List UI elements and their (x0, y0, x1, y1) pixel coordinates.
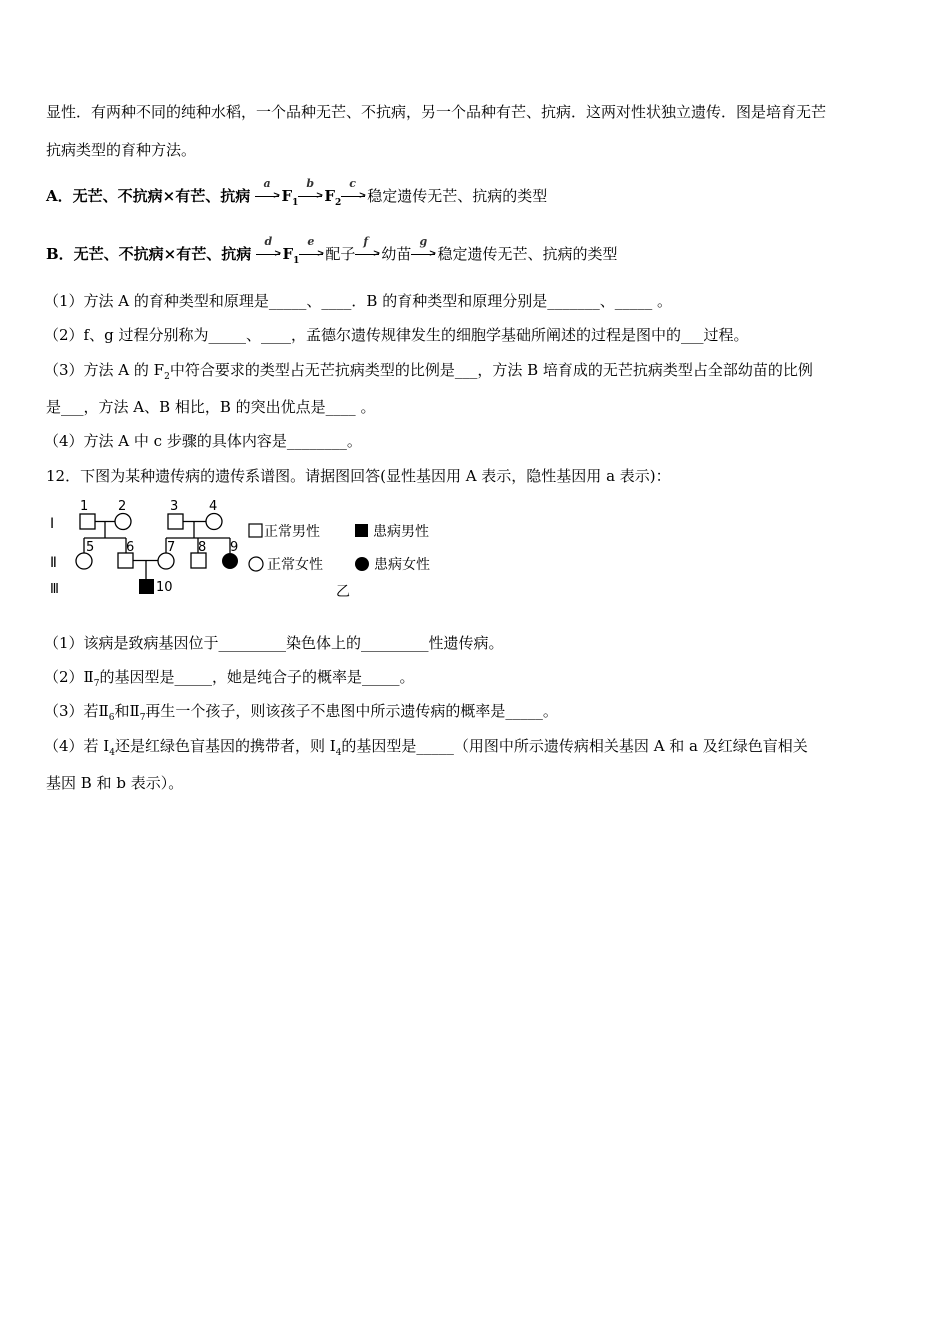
number-4: 4 (209, 499, 218, 514)
q12-sub2: $(2)Ⅱ_7$的基因型是_____，她是纯合子的概率是_____。 (44, 668, 415, 689)
q12-sub3: （3）若$Ⅱ_6$和$Ⅱ_7$再生一个孩子，则该孩子不患图中所示遗传病的概率是_____。 (44, 702, 558, 723)
individual-10 (139, 579, 154, 594)
question-intro-line2: 抗病类型的育种方法。 (46, 141, 197, 159)
number-3: 3 (170, 499, 179, 514)
q12-sub4: （4）若 $I_4$还是红绿色盲基因的携带者，则 $I_4$的基因型是_____（用图中所示遗传病相关基因 A 和 a 及红绿色盲相关 (44, 737, 808, 758)
legend-affected-female-label: 患病女性 (374, 557, 430, 573)
legend-normal-female-label: 正常女性 (267, 557, 323, 573)
number-9: 9 (230, 540, 239, 555)
q11-sub1: （1）方法 A 的育种类型和原理是_____、____．B 的育种类型和原理分别是_______、_____ 。 (44, 292, 672, 310)
method-a-line (46, 177, 548, 213)
generation-1-label: Ⅰ (50, 516, 55, 532)
pollen-label: 配子 (325, 245, 356, 263)
individual-1 (80, 514, 95, 529)
f2-label: $F_2$ (324, 187, 342, 208)
seedling-label: 幼苗 (381, 245, 412, 263)
individual-9 (222, 553, 238, 569)
arrow-d: d > (256, 244, 282, 264)
number-5: 5 (86, 540, 95, 555)
q11-sub3: （3）方法 A 的 $F_2$中符合要求的类型占无芒抗病类型的比例是___，方法 B 培育成的无芒抗病类型占全部幼苗的比例 (44, 361, 813, 382)
q12-sub4-line2: 基因 B 和 b 表示）。 (46, 774, 184, 792)
individual-8 (191, 553, 206, 568)
f1-label: $F_1$ (281, 187, 299, 208)
individual-3 (168, 514, 183, 529)
legend-normal-female-icon (249, 557, 263, 571)
individual-6 (118, 553, 133, 568)
legend-normal-male-label: 正常男性 (264, 524, 320, 540)
legend-normal-male-icon (249, 524, 262, 537)
number-7: 7 (167, 540, 176, 555)
number-1: 1 (80, 499, 89, 514)
individual-7 (158, 553, 174, 569)
arrow-c: c > (341, 186, 367, 206)
legend-affected-male-label: 患病男性 (373, 524, 429, 540)
q11-sub3-line2: 是___，方法 A、B 相比，B 的突出优点是____ 。 (46, 398, 376, 416)
q11-sub4: （4）方法 A 中 c 步骤的具体内容是________。 (44, 432, 362, 450)
q12-sub1: （1）该病是致病基因位于_________染色体上的_________性遗传病。 (44, 634, 504, 652)
method-b-suffix: 稳定遗传无芒、抗病的类型 (437, 245, 618, 263)
individual-4 (206, 514, 222, 530)
method-a-prefix: A．无芒、不抗病×有芒、抗病 (46, 187, 251, 205)
number-10: 10 (156, 580, 173, 595)
individual-2 (115, 514, 131, 530)
question-intro-line1: 显性．有两种不同的纯种水稻，一个品种无芒、不抗病，另一个品种有芒、抗病．这两对性状独立遗传．图是培育无芒 (46, 103, 827, 121)
method-b-prefix: B．无芒、不抗病×有芒、抗病 (46, 245, 252, 263)
generation-2-label: Ⅱ (50, 555, 57, 571)
pedigree-diagram (46, 492, 466, 604)
legend-affected-male-icon (355, 524, 368, 537)
number-8: 8 (198, 540, 207, 555)
q11-sub2: （2）f、g 过程分别称为_____、____，孟德尔遗传规律发生的细胞学基础所阐述的过程是图中的___过程。 (44, 326, 749, 344)
arrow-e: e > (299, 244, 325, 264)
arrow-b: b > (298, 186, 324, 206)
arrow-a: a > (255, 186, 281, 206)
number-6: 6 (126, 540, 135, 555)
method-a-suffix: 稳定遗传无芒、抗病的类型 (367, 187, 548, 205)
diagram-caption: 乙 (336, 584, 350, 600)
legend-affected-female-icon (355, 557, 369, 571)
generation-3-label: Ⅲ (50, 582, 59, 597)
f1-label-b: $F_1$ (282, 245, 300, 266)
q12-title: 12．下图为某种遗传病的遗传系谱图。请据图回答(显性基因用 A 表示，隐性基因用 a 表示)： (46, 467, 671, 485)
number-2: 2 (118, 499, 127, 514)
individual-5 (76, 553, 92, 569)
arrow-g: g > (411, 244, 437, 264)
arrow-f: f > (355, 244, 381, 264)
method-b-line (46, 235, 618, 271)
